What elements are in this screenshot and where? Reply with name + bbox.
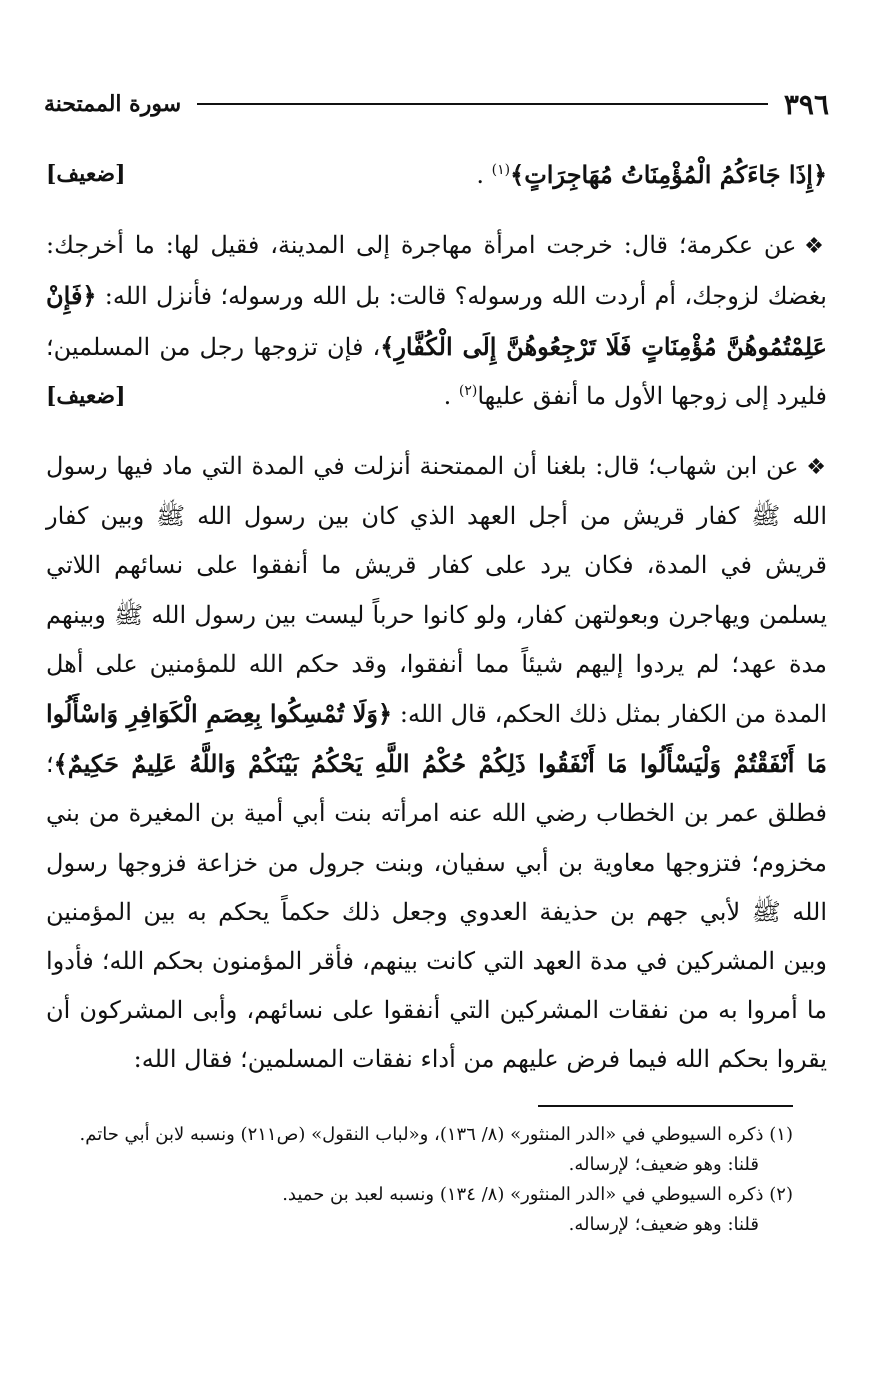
report-ibn-shihab (46, 442, 827, 1085)
footnote-ref: (١) (491, 162, 511, 178)
paragraph-marker-icon: ❖ (804, 234, 827, 260)
footnote-text: ذكره السيوطي في «الدر المنثور» (٨/ ١٣٦)، و«لباب النقول» (ص٢١١) ونسبه لابن أبي حاتم. (79, 1124, 764, 1145)
grade-label: [ضعيف] (46, 161, 126, 187)
verse-heading (46, 150, 827, 200)
footnotes (52, 1120, 793, 1240)
period: . (476, 161, 492, 189)
surah-title: سورة الممتحنة (44, 91, 182, 117)
report-text: عن ابن شهاب؛ قال: بلغنا أن الممتحنة أنزلت في المدة التي ماد فيها رسول الله ﷺ كفار قريش من أجل العهد الذي كان بين رسول الله ﷺ وبين كفار قريش في المدة، فكان يرد على كفار قريش ما أنفقوا على نسائهم اللاتي يسلمن ويهاجرن وبعولتهن كفار، ولو كانوا حرباً ليست بين رسول الله ﷺ وبينهم مدة عهد؛ لم يردوا إليهم شيئاً مما أنفقوا، وقد حكم الله للمؤمنين على أهل المدة من الكفار بمثل ذلك الحكم، قال الله: (46, 452, 827, 729)
footnote-note: قلنا: وهو ضعيف؛ لإرساله. (568, 1154, 759, 1175)
report-ikrimah (46, 221, 827, 421)
footnote-number: (٢) (769, 1184, 793, 1205)
report-text: عن عكرمة؛ قال: خرجت امرأة مهاجرة إلى المدينة، فقيل لها: ما أخرجك: بغضك لزوجك، أم أردت الله ورسوله؟ قالت: بل الله ورسوله؛ فأنزل الله: (46, 231, 827, 311)
main-text (46, 150, 827, 1085)
footnote-number: (١) (769, 1124, 793, 1145)
paragraph-marker-icon: ❖ (806, 455, 827, 481)
report-text: ، فإن تزوجها رجل من المسلمين؛ فليرد إلى زوجها الأول ما أنفق عليها (46, 332, 827, 410)
footnote-note: قلنا: وهو ضعيف؛ لإرساله. (568, 1214, 759, 1235)
page-number: ٣٩٦ (783, 87, 829, 121)
footnote-1 (52, 1120, 793, 1180)
footnote-ref: (٢) (458, 382, 478, 399)
grade-label: [ضعيف] (46, 382, 126, 409)
header-rule (197, 103, 768, 105)
quran-quote: ﴿إِذَا جَاءَكُمُ الْمُؤْمِنَاتُ مُهَاجِرَاتٍ﴾ (510, 160, 827, 189)
footnote-separator (538, 1105, 793, 1107)
period: . (443, 381, 459, 410)
quran-quote: ﴿فَإِنْ عَلِمْتُمُوهُنَّ مُؤْمِنَاتٍ فَلَا تَرْجِعُوهُنَّ إِلَى الْكُفَّارِ﴾ (46, 281, 827, 361)
report-text: ؛ فطلق عمر بن الخطاب رضي الله عنه امرأته بنت أبي أمية بن المغيرة من بني مخزوم؛ فتزوجها معاوية بن أبي سفيان، وبنت جرول من خزاعة فزوجها رسول الله ﷺ لأبي جهم بن حذيفة العدوي وجعل ذلك حكماً يحكم به بين المؤمنين وبين المشركين في مدة العهد التي كانت بينهم، فأقر المؤمنون بحكم الله؛ فأدوا ما أمروا به من نفقات المشركين التي أنفقوا على نسائهم، وأبى المشركون أن يقروا بحكم الله فيما فرض عليهم من أداء نفقات المسلمين؛ فقال الله: (46, 750, 827, 1074)
running-header (44, 86, 829, 122)
quran-quote: ﴿وَلَا تُمْسِكُوا بِعِصَمِ الْكَوَافِرِ وَاسْأَلُوا مَا أَنْفَقْتُمْ وَلْيَسْأَلُوا مَا أَنْفَقُوا ذَلِكُمْ حُكْمُ اللَّهِ يَحْكُمُ بَيْنَكُمْ وَاللَّهُ عَلِيمٌ حَكِيمٌ﴾ (46, 699, 827, 779)
footnote-text: ذكره السيوطي في «الدر المنثور» (٨/ ١٣٤) ونسبه لعبد بن حميد. (282, 1184, 764, 1205)
footnote-2 (52, 1180, 793, 1240)
